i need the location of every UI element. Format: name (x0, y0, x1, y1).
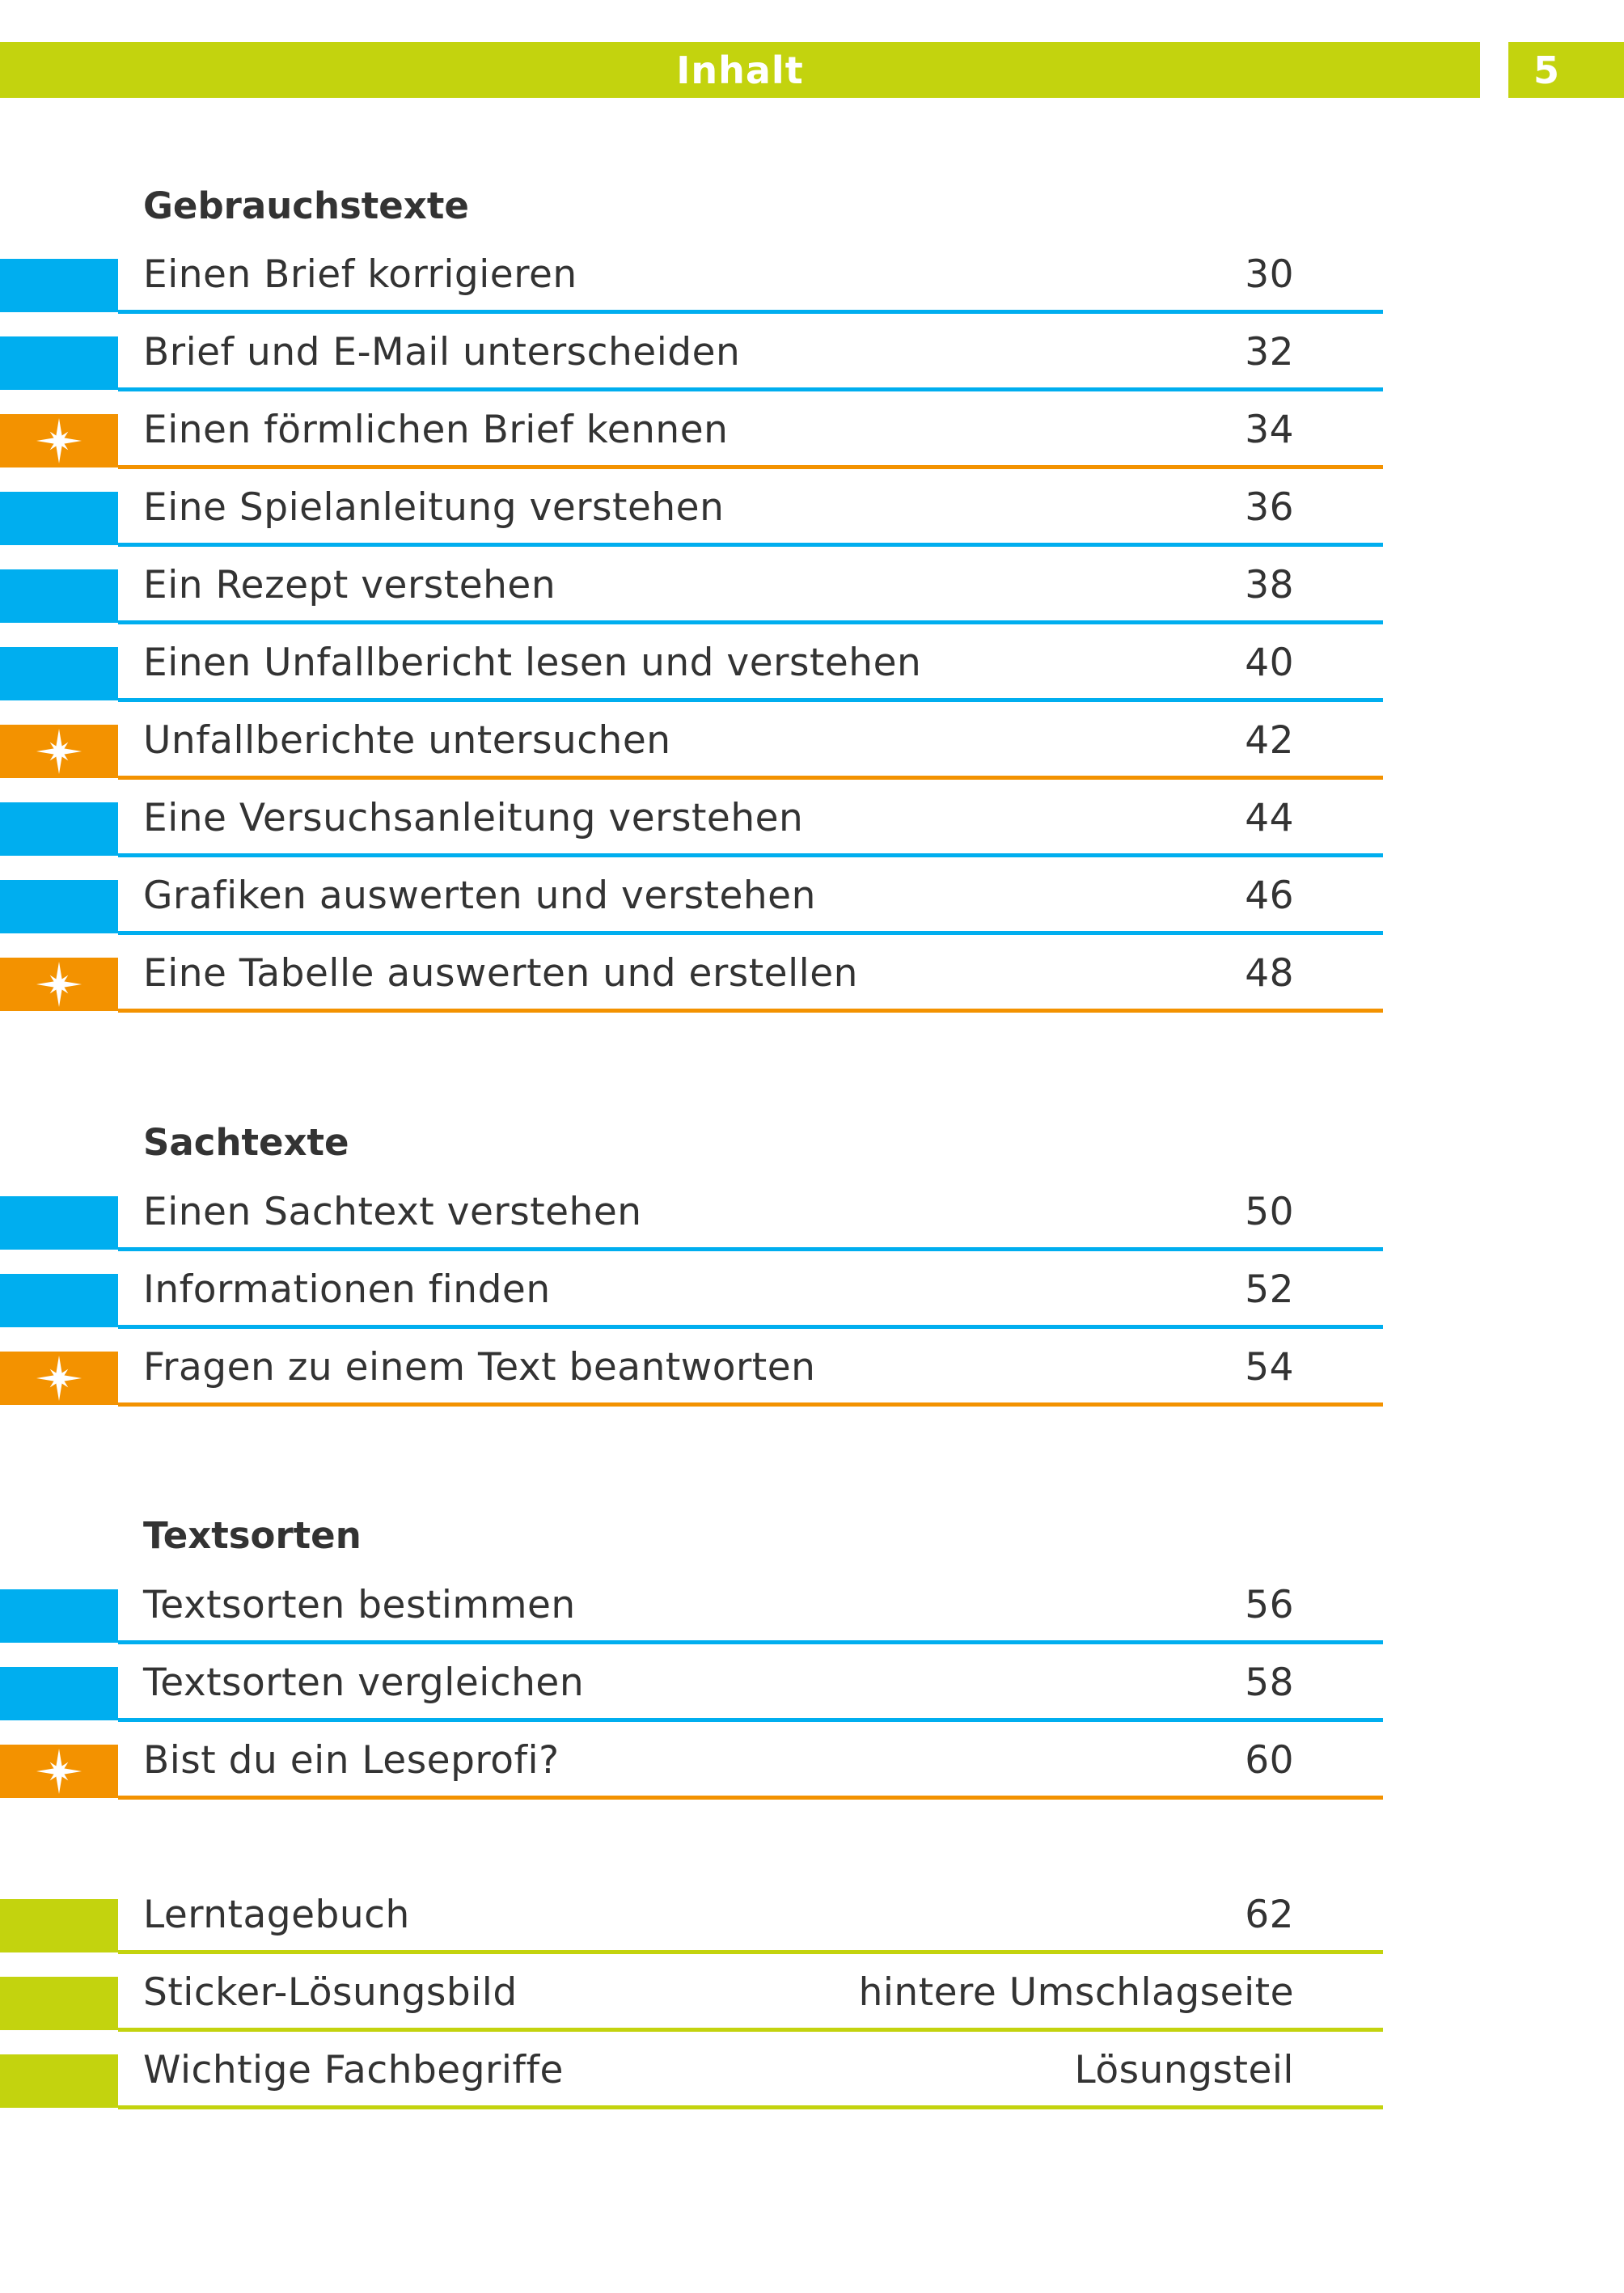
color-marker (0, 569, 118, 623)
toc-row[interactable] (0, 563, 1383, 647)
star-marker (0, 1352, 118, 1405)
color-marker (0, 1274, 118, 1327)
toc-row[interactable] (0, 951, 1383, 1035)
toc-entry-label: Fragen zu einem Text beantworten (143, 1345, 816, 1390)
toc-entry-label: Wichtige Fachbegriffe (143, 2048, 564, 2092)
toc-entry-page: 60 (1245, 1738, 1294, 1783)
toc-entry-label: Einen förmlichen Brief kennen (143, 408, 729, 452)
star-marker (0, 414, 118, 467)
toc-row[interactable] (0, 1190, 1383, 1274)
toc-entry-page: 54 (1245, 1345, 1294, 1390)
toc-entry-page: 48 (1245, 951, 1294, 996)
toc-row[interactable] (0, 2048, 1383, 2132)
color-marker (0, 1899, 118, 1952)
color-marker (0, 492, 118, 545)
toc-entry-label: Ein Rezept verstehen (143, 563, 556, 607)
toc-entry-label: Einen Unfallbericht lesen und verstehen (143, 641, 922, 685)
toc-entry-page: 50 (1245, 1190, 1294, 1234)
row-underline (118, 698, 1383, 702)
toc-entry-label: Eine Tabelle auswerten und erstellen (143, 951, 858, 996)
toc-entry-page: 62 (1245, 1893, 1294, 1937)
toc-entry-page: 40 (1245, 641, 1294, 685)
section-title: Sachtexte (143, 1121, 349, 1164)
row-underline (118, 853, 1383, 857)
section-title: Gebrauchstexte (143, 184, 469, 227)
color-marker (0, 1589, 118, 1643)
toc-entry-label: Brief und E-Mail unterscheiden (143, 330, 741, 374)
color-marker (0, 647, 118, 700)
toc-row[interactable] (0, 1583, 1383, 1667)
color-marker (0, 1977, 118, 2030)
toc-entry-page: 42 (1245, 718, 1294, 763)
toc-row[interactable] (0, 330, 1383, 414)
page-number: 5 (1533, 48, 1560, 92)
toc-entry-page: 36 (1245, 485, 1294, 530)
row-underline (118, 776, 1383, 780)
row-underline (118, 2028, 1383, 2032)
page-title: Inhalt (676, 48, 804, 92)
toc-row[interactable] (0, 641, 1383, 725)
toc-entry-page: hintere Umschlagseite (858, 1970, 1294, 2015)
star-icon (35, 727, 83, 776)
toc-entry-page: 46 (1245, 874, 1294, 918)
row-underline (118, 620, 1383, 624)
toc-entry-label: Eine Versuchsanleitung verstehen (143, 796, 804, 840)
star-icon (35, 1354, 83, 1402)
toc-entry-page: 30 (1245, 252, 1294, 297)
row-underline (118, 387, 1383, 391)
toc-row[interactable] (0, 252, 1383, 336)
color-marker (0, 2054, 118, 2108)
toc-row[interactable] (0, 1267, 1383, 1352)
star-icon (35, 417, 83, 465)
row-underline (118, 465, 1383, 469)
toc-entry-page: Lösungsteil (1074, 2048, 1294, 2092)
toc-entry-page: 34 (1245, 408, 1294, 452)
toc-entry-label: Unfallberichte untersuchen (143, 718, 671, 763)
color-marker (0, 259, 118, 312)
toc-entry-label: Textsorten vergleichen (143, 1661, 585, 1705)
row-underline (118, 1325, 1383, 1329)
toc-row[interactable] (0, 485, 1383, 569)
toc-entry-label: Textsorten bestimmen (143, 1583, 576, 1627)
color-marker (0, 1196, 118, 1250)
toc-entry-label: Einen Brief korrigieren (143, 252, 577, 297)
section-title: Textsorten (143, 1514, 362, 1557)
star-icon (35, 1747, 83, 1796)
color-marker (0, 880, 118, 933)
toc-entry-label: Lerntagebuch (143, 1893, 410, 1937)
toc-entry-page: 44 (1245, 796, 1294, 840)
toc-entry-label: Eine Spielanleitung verstehen (143, 485, 725, 530)
color-marker (0, 802, 118, 856)
toc-entry-page: 58 (1245, 1661, 1294, 1705)
toc-entry-page: 52 (1245, 1267, 1294, 1312)
toc-entry-label: Einen Sachtext verstehen (143, 1190, 642, 1234)
color-marker (0, 336, 118, 390)
row-underline (118, 1247, 1383, 1251)
row-underline (118, 543, 1383, 547)
toc-entry-label: Bist du ein Leseprofi? (143, 1738, 560, 1783)
toc-entry-page: 56 (1245, 1583, 1294, 1627)
toc-entry-label: Grafiken auswerten und verstehen (143, 874, 816, 918)
row-underline (118, 2105, 1383, 2109)
color-marker (0, 1667, 118, 1720)
toc-row[interactable] (0, 408, 1383, 492)
toc-row[interactable] (0, 718, 1383, 802)
toc-entry-page: 32 (1245, 330, 1294, 374)
star-icon (35, 960, 83, 1009)
row-underline (118, 931, 1383, 935)
header-bar (0, 42, 1480, 98)
row-underline (118, 310, 1383, 314)
toc-entry-page: 38 (1245, 563, 1294, 607)
row-underline (118, 1402, 1383, 1407)
toc-row[interactable] (0, 1345, 1383, 1429)
star-marker (0, 958, 118, 1011)
row-underline (118, 1640, 1383, 1644)
row-underline (118, 1950, 1383, 1954)
row-underline (118, 1718, 1383, 1722)
toc-row[interactable] (0, 796, 1383, 880)
star-marker (0, 1745, 118, 1798)
toc-entry-label: Informationen finden (143, 1267, 551, 1312)
star-marker (0, 725, 118, 778)
page-number-box (1508, 42, 1624, 98)
row-underline (118, 1009, 1383, 1013)
row-underline (118, 1796, 1383, 1800)
toc-entry-label: Sticker-Lösungsbild (143, 1970, 518, 2015)
toc-row[interactable] (0, 1738, 1383, 1822)
toc-row[interactable] (0, 1970, 1383, 2054)
toc-row[interactable] (0, 1893, 1383, 1977)
toc-row[interactable] (0, 1661, 1383, 1745)
toc-row[interactable] (0, 874, 1383, 958)
